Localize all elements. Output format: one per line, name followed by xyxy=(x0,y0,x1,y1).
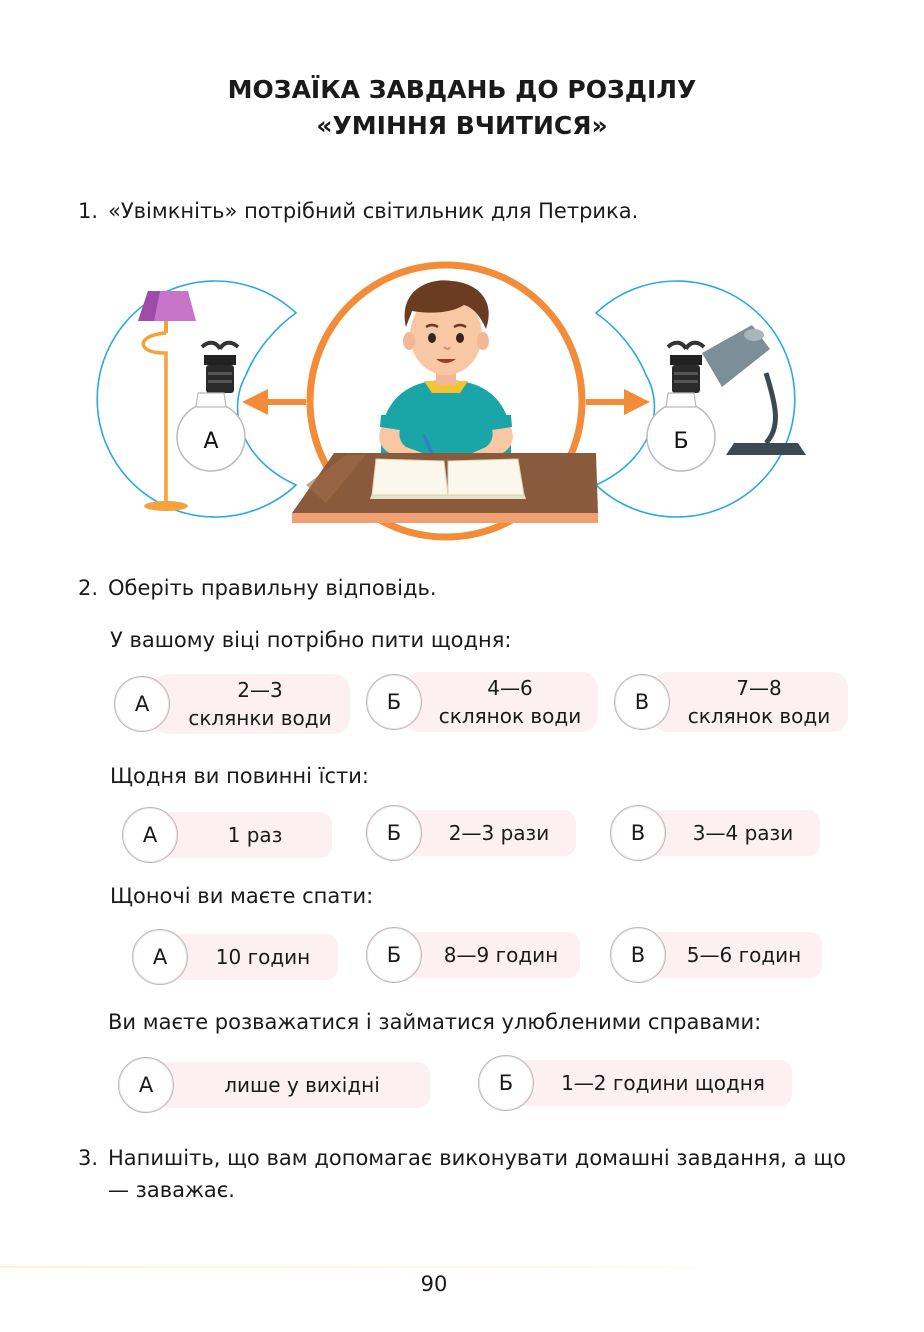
option-text: 1 раз xyxy=(160,812,332,858)
question-leisure: Ви маєте розважатися і займатися улюбленими справами: xyxy=(108,1010,762,1034)
option-water-c[interactable] xyxy=(614,672,848,732)
task-3 xyxy=(78,1142,846,1206)
arrow-left-head xyxy=(242,389,268,415)
question-meals: Щодня ви повинні їсти: xyxy=(110,764,369,788)
option-sleep-a[interactable] xyxy=(132,934,338,980)
question-water: У вашому віці потрібно пити щодня: xyxy=(110,628,512,652)
option-text: 8—9 годин xyxy=(404,932,580,978)
bulb-a-label: А xyxy=(203,429,219,454)
task-2-text: Оберіть правильну відповідь. xyxy=(108,576,437,600)
option-text xyxy=(652,672,848,732)
option-line-2: склянки води xyxy=(188,706,332,730)
option-leisure-b[interactable] xyxy=(478,1060,792,1106)
option-letter: В xyxy=(614,674,670,730)
option-letter: В xyxy=(610,927,666,983)
option-line-1: 2—3 xyxy=(237,678,283,702)
title-line-1: МОЗАЇКА ЗАВДАНЬ ДО РОЗДІЛУ xyxy=(227,75,697,104)
option-text xyxy=(152,674,350,734)
task-1 xyxy=(78,195,638,227)
title-line-2: «УМІННЯ ВЧИТИСЯ» xyxy=(316,111,608,140)
option-letter: Б xyxy=(366,927,422,983)
option-letter: А xyxy=(132,929,188,985)
task-1-text: «Увімкніть» потрібний світильник для Петрика. xyxy=(108,199,639,223)
option-letter: Б xyxy=(366,805,422,861)
option-text: 1—2 години щодня xyxy=(516,1060,792,1106)
option-letter: Б xyxy=(366,674,422,730)
page-title xyxy=(0,72,924,144)
option-text: 2—3 рази xyxy=(404,810,576,856)
option-line-1: 4—6 xyxy=(487,676,533,700)
option-water-a[interactable] xyxy=(114,674,350,734)
option-text: лише у вихідні xyxy=(156,1062,430,1108)
bulb-b-label: Б xyxy=(673,429,689,454)
option-sleep-c[interactable] xyxy=(610,932,822,978)
option-letter: А xyxy=(114,676,170,732)
option-meals-a[interactable] xyxy=(122,812,332,858)
option-leisure-a[interactable] xyxy=(118,1062,430,1108)
option-text xyxy=(404,672,598,732)
option-line-2: склянок води xyxy=(438,704,582,728)
task-3-number: 3. xyxy=(78,1146,99,1170)
option-line-2: склянок води xyxy=(687,704,831,728)
arrow-right-head xyxy=(624,389,650,415)
task-2-number: 2. xyxy=(78,576,99,600)
option-letter: В xyxy=(610,805,666,861)
option-meals-c[interactable] xyxy=(610,810,820,856)
option-text: 5—6 годин xyxy=(648,932,822,978)
option-line-1: 7—8 xyxy=(736,676,782,700)
option-meals-b[interactable] xyxy=(366,810,576,856)
option-water-b[interactable] xyxy=(366,672,598,732)
option-letter: Б xyxy=(478,1055,534,1111)
footer-divider xyxy=(0,1266,760,1268)
page-number: 90 xyxy=(420,1272,448,1296)
question-sleep: Щоночі ви маєте спати: xyxy=(110,884,374,908)
lamp-choice-illustration xyxy=(76,255,816,545)
task-1-number: 1. xyxy=(78,199,99,223)
option-letter: А xyxy=(122,807,178,863)
option-text: 10 годин xyxy=(170,934,338,980)
desk-icon xyxy=(292,453,598,523)
option-text: 3—4 рази xyxy=(648,810,820,856)
option-sleep-b[interactable] xyxy=(366,932,580,978)
task-2 xyxy=(78,572,437,604)
option-letter: А xyxy=(118,1057,174,1113)
task-3-text: Напишіть, що вам допомагає виконувати домашні завдання, а що — заважає. xyxy=(108,1146,846,1202)
